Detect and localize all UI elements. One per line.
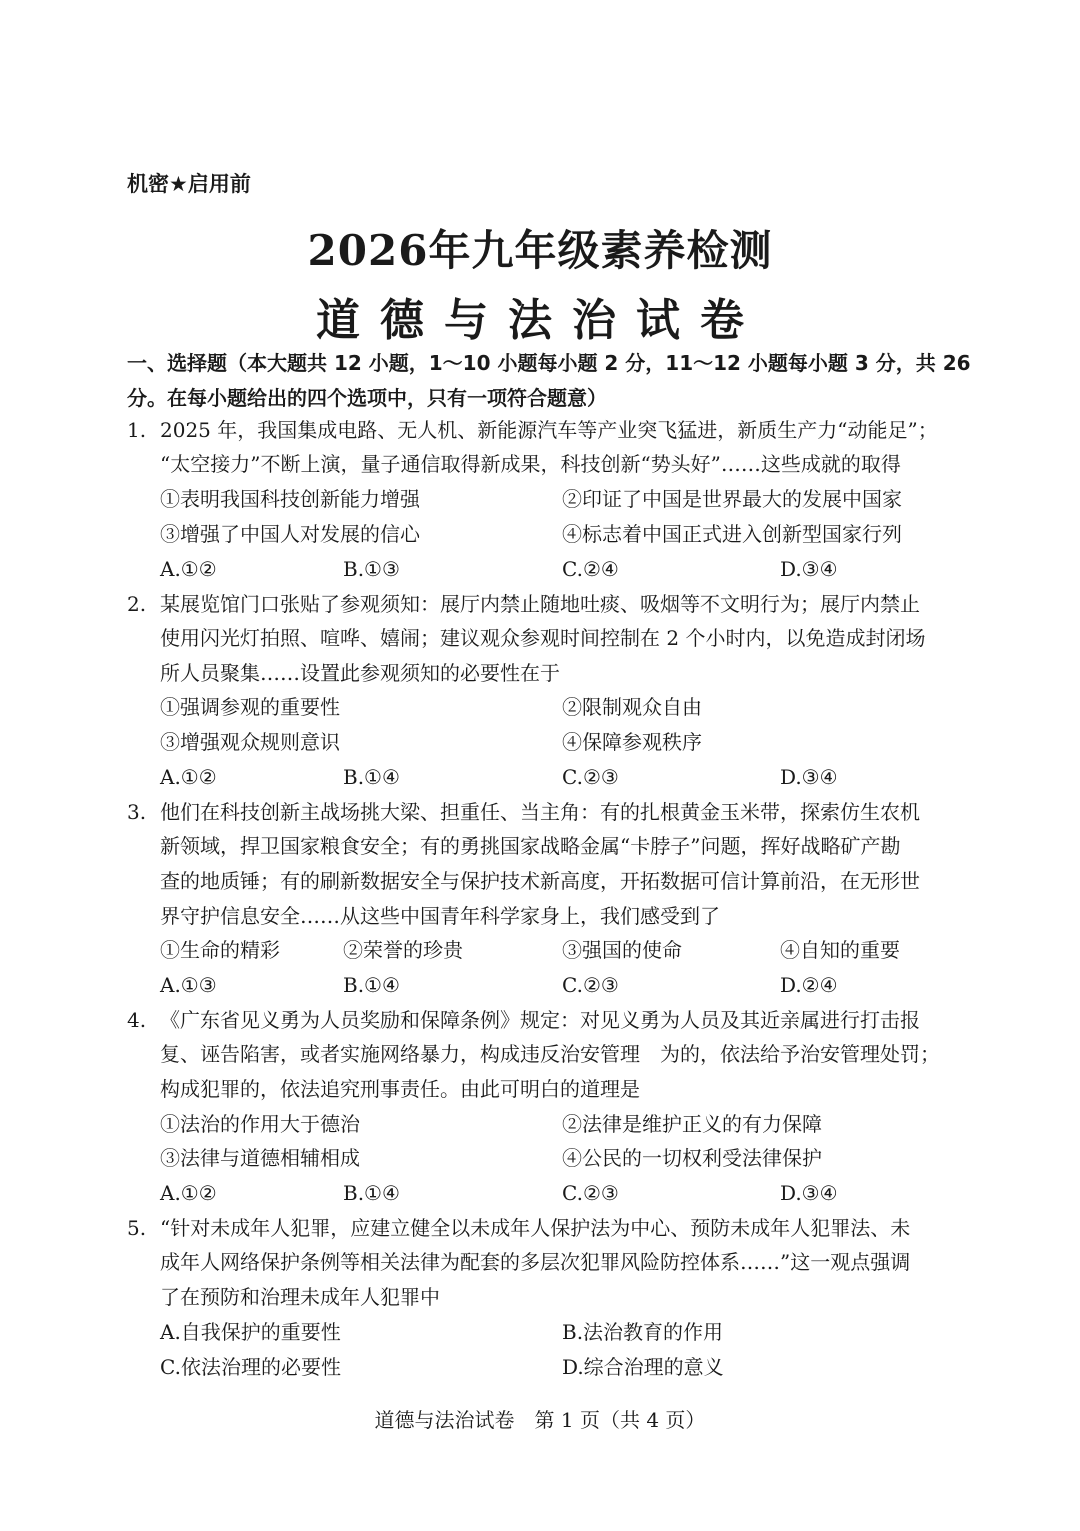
statement-option: ①强调参观的重要性 [160, 695, 340, 719]
statement-option: ③强国的使命 [562, 938, 682, 962]
question-stem-line: 构成犯罪的，依法追究刑事责任。由此可明白的道理是 [160, 1077, 640, 1101]
answer-choice: C.②③ [562, 1181, 619, 1205]
confidential-mark: 机密★启用前 [127, 172, 251, 196]
question-stem-line: 成年人网络保护条例等相关法律为配套的多层次犯罪风险防控体系……”这一观点强调 [160, 1250, 911, 1274]
question-stem-line: 《广东省见义勇为人员奖励和保障条例》规定：对见义勇为人员及其近亲属进行打击报 [160, 1008, 920, 1032]
section-heading-line-1: 一、选择题（本大题共 12 小题，1～10 小题每小题 2 分，11～12 小题每小题 3 分，共 26 [127, 351, 971, 375]
question-stem-line: “针对未成年人犯罪，应建立健全以未成年人保护法为中心、预防未成年人犯罪法、未 [160, 1216, 911, 1240]
statement-option: ③增强观众规则意识 [160, 730, 340, 754]
question-stem-line: 2025 年，我国集成电路、无人机、新能源汽车等产业突飞猛进，新质生产力“动能足”； [160, 418, 938, 442]
answer-choice: B.①③ [343, 557, 400, 581]
answer-choice: B.①④ [343, 1181, 400, 1205]
question-stem-line: 某展览馆门口张贴了参观须知：展厅内禁止随地吐痰、吸烟等不文明行为；展厅内禁止 [160, 592, 920, 616]
answer-choice: C.②④ [562, 557, 619, 581]
page-footer: 道德与法治试卷 第 1 页（共 4 页） [374, 1408, 706, 1432]
statement-option: ④公民的一切权利受法律保护 [562, 1146, 822, 1170]
answer-choice: D.③④ [780, 557, 838, 581]
statement-option: ②限制观众自由 [562, 695, 702, 719]
statement-option: ①法治的作用大于德治 [160, 1112, 360, 1136]
statement-option: ③法律与道德相辅相成 [160, 1146, 360, 1170]
statement-option: ②印证了中国是世界最大的发展中国家 [562, 487, 902, 511]
statement-option: ③增强了中国人对发展的信心 [160, 522, 420, 546]
exam-subject-title: 道德与法治试卷 [316, 295, 764, 346]
statement-option: ④自知的重要 [780, 938, 900, 962]
answer-choice: A.①② [160, 1181, 217, 1205]
answer-choice: A.自我保护的重要性 [160, 1320, 341, 1344]
answer-choice: B.法治教育的作用 [562, 1320, 724, 1344]
answer-choice: B.①④ [343, 765, 400, 789]
question-number: 2. [127, 592, 147, 616]
answer-choice: D.③④ [780, 765, 838, 789]
question-stem-line: 新领域，捍卫国家粮食安全；有的勇挑国家战略金属“卡脖子”问题，挥好战略矿产勘 [160, 834, 901, 858]
question-number: 3. [127, 800, 147, 824]
question-stem-line: 复、诬告陷害，或者实施网络暴力，构成违反治安管理 为的，依法给予治安管理处罚； [160, 1042, 940, 1066]
answer-choice: C.②③ [562, 765, 619, 789]
question-stem-line: 所人员聚集……设置此参观须知的必要性在于 [160, 661, 560, 685]
answer-choice: C.②③ [562, 973, 619, 997]
question-number: 5. [127, 1216, 147, 1240]
statement-option: ④保障参观秩序 [562, 730, 702, 754]
answer-choice: D.③④ [780, 1181, 838, 1205]
question-number: 4. [127, 1008, 147, 1032]
answer-choice: A.①② [160, 557, 217, 581]
question-stem-line: 了在预防和治理未成年人犯罪中 [160, 1285, 440, 1309]
answer-choice: C.依法治理的必要性 [160, 1355, 341, 1379]
question-stem-line: 他们在科技创新主战场挑大梁、担重任、当主角：有的扎根黄金玉米带，探索仿生农机 [160, 800, 920, 824]
statement-option: ②法律是维护正义的有力保障 [562, 1112, 822, 1136]
statement-option: ①生命的精彩 [160, 938, 280, 962]
question-stem-line: 使用闪光灯拍照、喧哗、嬉闹；建议观众参观时间控制在 2 个小时内，以免造成封闭场 [160, 626, 926, 650]
answer-choice: A.①② [160, 765, 217, 789]
exam-title: 2026年九年级素养检测 [307, 226, 773, 275]
answer-choice: D.②④ [780, 973, 838, 997]
section-heading-line-2: 分。在每小题给出的四个选项中，只有一项符合题意） [127, 386, 607, 410]
question-number: 1. [127, 418, 147, 442]
statement-option: ①表明我国科技创新能力增强 [160, 487, 420, 511]
answer-choice: D.综合治理的意义 [562, 1355, 724, 1379]
statement-option: ②荣誉的珍贵 [343, 938, 463, 962]
question-stem-line: “太空接力”不断上演，量子通信取得新成果，科技创新“势头好”……这些成就的取得 [160, 452, 901, 476]
question-stem-line: 界守护信息安全……从这些中国青年科学家身上，我们感受到了 [160, 904, 720, 928]
answer-choice: B.①④ [343, 973, 400, 997]
answer-choice: A.①③ [160, 973, 217, 997]
question-stem-line: 查的地质锤；有的刷新数据安全与保护技术新高度，开拓数据可信计算前沿，在无形世 [160, 869, 920, 893]
statement-option: ④标志着中国正式进入创新型国家行列 [562, 522, 902, 546]
